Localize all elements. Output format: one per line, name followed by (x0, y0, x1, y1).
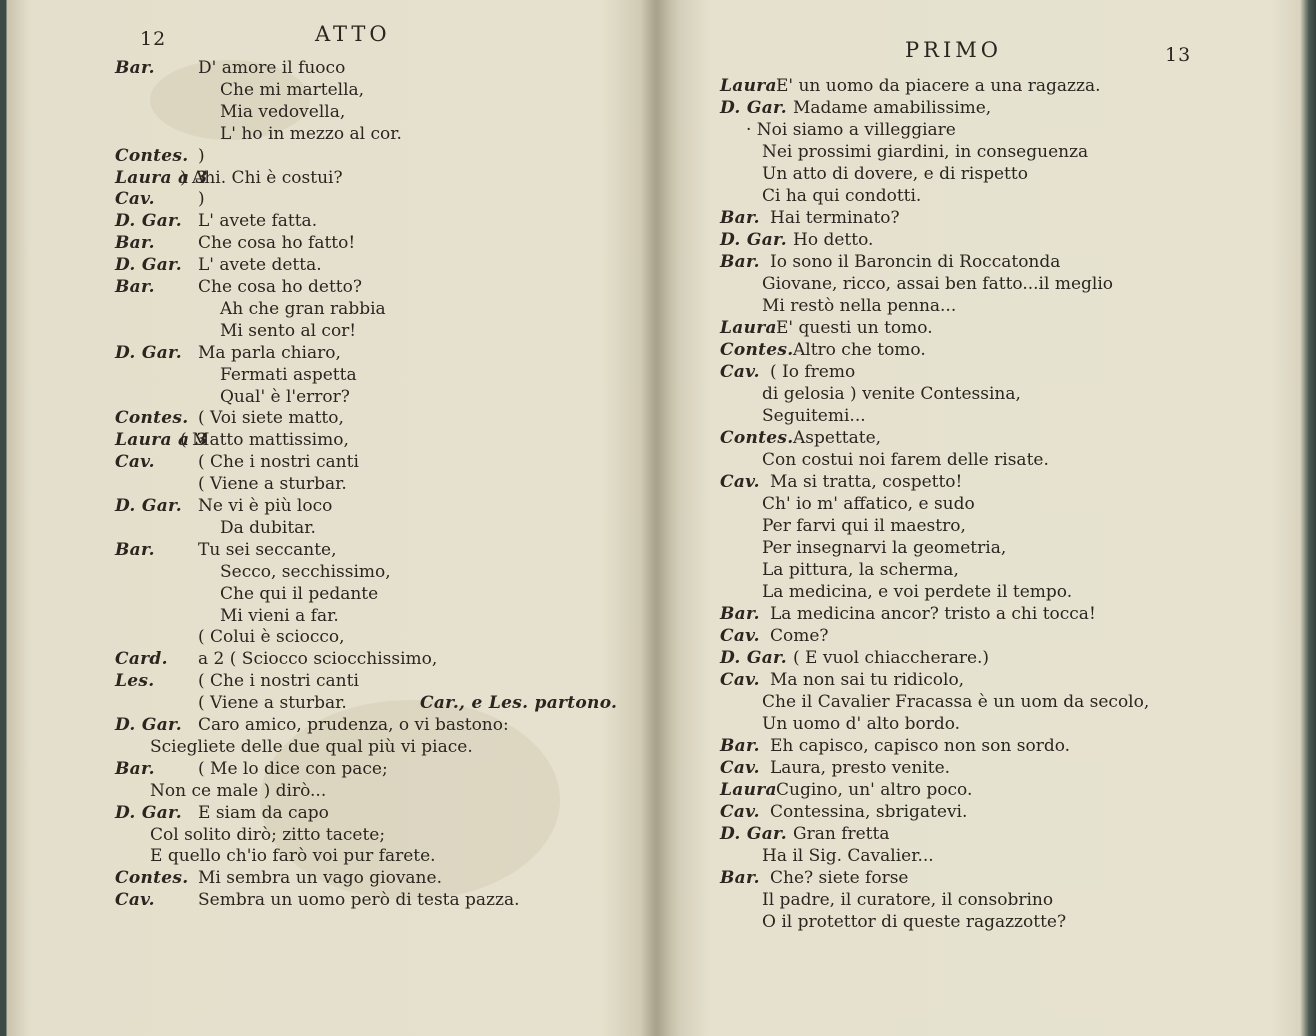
speaker-name: Bar. (720, 736, 760, 756)
text-line (680, 670, 1280, 692)
text-line (680, 516, 1280, 538)
text-line (20, 343, 640, 365)
text-line (20, 277, 640, 299)
text-line (680, 758, 1280, 780)
verse-text: Ha il Sig. Cavalier... (762, 846, 934, 866)
text-line (680, 868, 1280, 890)
verse-text: di gelosia ) venite Contessina, (762, 384, 1021, 404)
verse-text: Giovane, ricco, assai ben fatto...il meglio (762, 274, 1113, 294)
verse-text: Nei prossimi giardini, in conseguenza (762, 142, 1089, 162)
text-line (680, 692, 1280, 714)
speaker-name: Cav. (720, 758, 760, 778)
verse-text: Come? (770, 626, 829, 646)
speaker-name: Cav. (720, 472, 760, 492)
verse-text: ( E vuol chiaccherare.) (793, 648, 990, 668)
verse-text: ( Io fremo (770, 362, 856, 382)
verse-text: ( Che i nostri canti (198, 671, 359, 692)
text-line (680, 230, 1280, 252)
verse-text: Mi vieni a far. (220, 605, 339, 626)
verse-text: Laura, presto venite. (770, 758, 951, 778)
text-line (20, 321, 640, 343)
verse-text: E quello ch'io farò voi pur farete. (150, 846, 436, 867)
verse-text: Tu sei seccante, (198, 539, 337, 560)
verse-text: Con costui noi farem delle risate. (762, 450, 1049, 470)
text-line (20, 496, 640, 518)
text-line (20, 868, 640, 890)
verse-text: Ah che gran rabbia (220, 298, 386, 319)
text-line (680, 714, 1280, 736)
speaker-name: D. Gar. (115, 211, 182, 232)
text-line (20, 562, 640, 584)
verse-text: Gran fretta (793, 824, 890, 844)
verse-text: Col solito dirò; zitto tacete; (150, 824, 386, 845)
text-line (20, 189, 640, 211)
verse-text: Eh capisco, capisco non son sordo. (770, 736, 1071, 756)
speaker-name: Bar. (115, 758, 155, 779)
text-line (680, 362, 1280, 384)
speaker-name: Cav. (720, 670, 760, 690)
text-line (20, 387, 640, 409)
text-line (20, 452, 640, 474)
speaker-name: Cav. (115, 189, 155, 210)
speaker-name: Bar. (720, 604, 760, 624)
speaker-name: D. Gar. (720, 230, 787, 250)
verse-text: La medicina, e voi perdete il tempo. (762, 582, 1073, 602)
text-line (680, 912, 1280, 934)
speaker-name: D. Gar. (115, 802, 182, 823)
speaker-name: Contes. (115, 868, 189, 889)
speaker-name: D. Gar. (115, 496, 182, 516)
running-head-right: PRIMO (905, 38, 1002, 62)
verse-text: a 2 ( Sciocco sciocchissimo, (198, 649, 438, 670)
page-number-left: 12 (140, 28, 167, 50)
text-line (680, 736, 1280, 758)
text-line (680, 120, 1280, 142)
text-line (680, 252, 1280, 274)
verse-text: Ma si tratta, cospetto! (770, 472, 963, 492)
text-line (20, 606, 640, 628)
verse-text: Contessina, sbrigatevi. (770, 802, 968, 822)
running-head-left: ATTO (315, 22, 391, 46)
text-line (680, 384, 1280, 406)
verse-text: Fermati aspetta (220, 364, 357, 385)
verse-text: ) (198, 145, 205, 166)
verse-text: Ma non sai tu ridicolo, (770, 670, 965, 690)
verse-text: Mia vedovella, (220, 101, 346, 122)
speaker-name: Bar. (115, 58, 155, 78)
text-line (20, 255, 640, 277)
verse-text: Aspettate, (793, 428, 882, 448)
verse-text: E siam da capo (198, 802, 329, 823)
verse-text: ) Ahi. Chi è costui? (180, 167, 343, 188)
verse-text: Sembra un uomo però di testa pazza. (198, 890, 520, 911)
speaker-name: D. Gar. (115, 715, 182, 735)
verse-text: Ho detto. (793, 230, 874, 250)
speaker-name: Cav. (115, 452, 155, 473)
text-line (680, 428, 1280, 450)
text-line (20, 299, 640, 321)
page-number-right: 13 (1165, 44, 1192, 66)
verse-text: Hai terminato? (770, 208, 900, 228)
text-line (680, 626, 1280, 648)
speaker-name: Bar. (720, 868, 760, 888)
text-line (680, 98, 1280, 120)
verse-text: E' questi un tomo. (776, 318, 933, 338)
verse-text: ( Viene a sturbar. (198, 474, 347, 495)
verse-text: ( Colui è sciocco, (198, 627, 345, 648)
verse-text: Per farvi qui il maestro, (762, 516, 966, 536)
verse-text: L' avete fatta. (198, 211, 318, 232)
speaker-name: D. Gar. (720, 824, 787, 844)
speaker-name: Laura (720, 780, 777, 800)
text-line (680, 604, 1280, 626)
verse-text: Che mi martella, (220, 79, 365, 100)
verse-text: ( Voi siete matto, (198, 408, 344, 429)
text-line (20, 737, 640, 759)
speaker-name: Bar. (720, 208, 760, 228)
text-line (680, 494, 1280, 516)
text-line (20, 715, 640, 737)
text-line (20, 890, 640, 912)
speaker-name: D. Gar. (115, 255, 182, 276)
verse-text: ( Me lo dice con pace; (198, 758, 388, 779)
text-line (680, 450, 1280, 472)
text-line (680, 318, 1280, 340)
text-line (20, 825, 640, 847)
text-line (680, 846, 1280, 868)
text-line (20, 781, 640, 803)
speaker-name: Bar. (115, 539, 155, 560)
text-line (20, 80, 640, 102)
text-line (680, 802, 1280, 824)
verse-text: Sciegliete delle due qual più vi piace. (150, 736, 473, 757)
speaker-name: Bar. (720, 252, 760, 272)
verse-text: · Noi siamo a villeggiare (746, 120, 956, 140)
verse-text: Qual' è l'error? (220, 386, 350, 407)
text-line (680, 648, 1280, 670)
text-line (680, 296, 1280, 318)
text-line (20, 102, 640, 124)
speaker-name: Laura a 3 (115, 167, 208, 188)
text-line (20, 540, 640, 562)
text-line (20, 474, 640, 496)
text-line (20, 146, 640, 168)
speaker-name: D. Gar. (720, 98, 787, 118)
text-line (680, 582, 1280, 604)
speaker-name: Contes. (720, 340, 794, 360)
left-page (20, 0, 650, 1036)
verse-text: Che qui il pedante (220, 583, 379, 604)
speaker-name: Les. (115, 671, 155, 692)
speaker-name: Laura (720, 76, 777, 96)
text-line (680, 780, 1280, 802)
text-line (20, 518, 640, 540)
verse-text: Che cosa ho detto? (198, 277, 362, 297)
verse-text: Mi restò nella penna... (762, 296, 957, 316)
text-line (20, 693, 640, 715)
verse-text: Che il Cavalier Fracassa è un uom da secolo, (762, 692, 1150, 712)
verse-text: Un atto di dovere, e di rispetto (762, 164, 1028, 184)
verse-text: Il padre, il curatore, il consobrino (762, 890, 1054, 910)
text-line (680, 142, 1280, 164)
text-line (20, 430, 640, 452)
text-line (20, 649, 640, 671)
speaker-name: Contes. (115, 408, 189, 429)
text-line (20, 627, 640, 649)
verse-text: Altro che tomo. (793, 340, 926, 360)
text-line (20, 803, 640, 825)
text-line (20, 124, 640, 146)
verse-text: L' ho in mezzo al cor. (220, 123, 402, 144)
verse-text: E' un uomo da piacere a una ragazza. (776, 76, 1101, 96)
text-line (20, 168, 640, 190)
verse-text: Io sono il Baroncin di Roccatonda (770, 252, 1061, 272)
text-line (680, 824, 1280, 846)
speaker-name: Bar. (115, 277, 155, 297)
verse-text: Non ce male ) dirò... (150, 780, 327, 801)
stage-direction: Car., e Les. partono. (420, 693, 618, 714)
speaker-name: D. Gar. (720, 648, 787, 668)
speaker-name: Laura a 3 (115, 430, 208, 451)
text-line (680, 538, 1280, 560)
text-line (680, 164, 1280, 186)
verse-text: Caro amico, prudenza, o vi bastono: (198, 715, 509, 735)
speaker-name: Cav. (720, 802, 760, 822)
verse-text: Madame amabilissime, (793, 98, 992, 118)
verse-text: Ma parla chiaro, (198, 342, 341, 363)
speaker-name: Cav. (720, 362, 760, 382)
verse-text: Mi sento al cor! (220, 320, 357, 341)
speaker-name: Contes. (115, 145, 189, 166)
verse-text: Secco, secchissimo, (220, 561, 391, 582)
text-line (680, 890, 1280, 912)
speaker-name: Contes. (720, 428, 794, 448)
speaker-name: Laura (720, 318, 777, 338)
verse-text: L' avete detta. (198, 255, 322, 276)
verse-text: ) (198, 189, 205, 210)
verse-text: ( Viene a sturbar. (198, 693, 347, 714)
text-line (680, 186, 1280, 208)
text-line (20, 408, 640, 430)
verse-text: Che cosa ho fatto! (198, 233, 356, 254)
speaker-name: D. Gar. (115, 342, 182, 363)
text-line (680, 406, 1280, 428)
verse-text: Seguitemi... (762, 406, 866, 426)
text-line (20, 365, 640, 387)
verse-text: Ne vi è più loco (198, 496, 333, 516)
speaker-name: Bar. (115, 233, 155, 254)
text-line (20, 233, 640, 255)
verse-text: La medicina ancor? tristo a chi tocca! (770, 604, 1096, 624)
text-line (20, 671, 640, 693)
verse-text: Ch' io m' affatico, e sudo (762, 494, 975, 514)
text-line (680, 274, 1280, 296)
text-line (680, 340, 1280, 362)
verse-text: Un uomo d' alto bordo. (762, 714, 961, 734)
speaker-name: Cav. (115, 890, 155, 911)
text-line (20, 58, 640, 80)
verse-text: D' amore il fuoco (198, 58, 346, 78)
verse-text: Da dubitar. (220, 517, 316, 538)
verse-text: ( Matto mattissimo, (180, 430, 349, 451)
verse-text: Che? siete forse (770, 868, 909, 888)
text-line (680, 76, 1280, 98)
text-line (680, 472, 1280, 494)
text-line (680, 560, 1280, 582)
speaker-name: Cav. (720, 626, 760, 646)
speaker-name: Card. (115, 649, 168, 670)
verse-text: O il protettor di queste ragazzotte? (762, 912, 1067, 932)
right-page (680, 0, 1290, 1036)
verse-text: Mi sembra un vago giovane. (198, 868, 442, 889)
verse-text: Per insegnarvi la geometria, (762, 538, 1007, 558)
text-line (20, 846, 640, 868)
verse-text: La pittura, la scherma, (762, 560, 959, 580)
verse-text: ( Che i nostri canti (198, 452, 359, 473)
text-line (20, 759, 640, 781)
text-line (20, 584, 640, 606)
verse-text: Cugino, un' altro poco. (776, 780, 973, 800)
text-line (680, 208, 1280, 230)
verse-text: Ci ha qui condotti. (762, 186, 922, 206)
text-line (20, 211, 640, 233)
